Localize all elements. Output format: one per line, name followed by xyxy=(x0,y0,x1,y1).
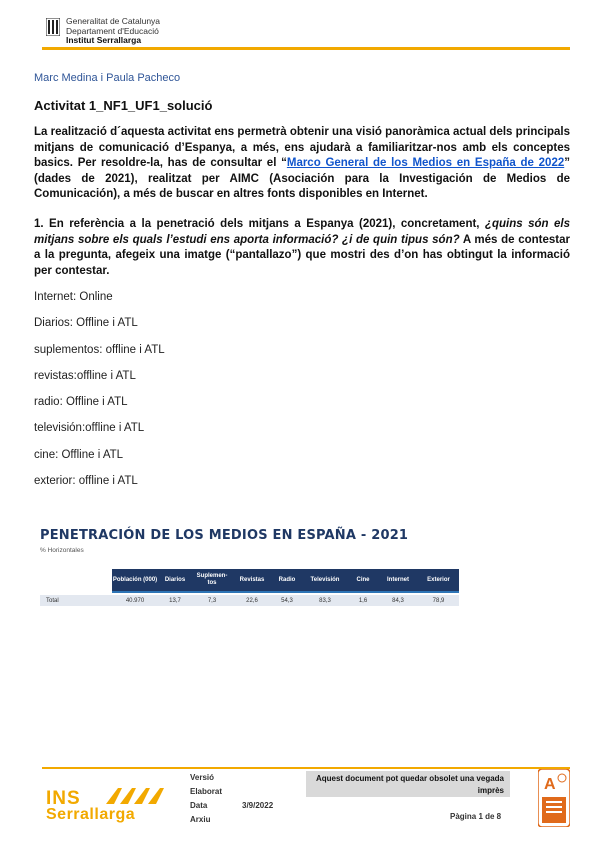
figure-header-cell: Población (000) xyxy=(112,576,158,583)
figure-header-cell: Revistas xyxy=(239,576,265,583)
obsolete-notice: Aquest document pot quedar obsolet una vegada imprès xyxy=(306,771,510,797)
intro-text-1: La realització d´aquesta activitat ens permetrà obtenir una visió panoràmica actual dels principals mitjans de comunicació d’Espanya, a més, ens ajudarà a familiaritzar-nos amb els conceptes basics. Per resoldre-la, has de consultar el “ xyxy=(34,126,570,169)
page-header xyxy=(42,16,570,50)
figure-header-row xyxy=(112,569,459,593)
meta-author-label: Elaborat xyxy=(190,787,223,796)
marco-general-link[interactable]: Marco General de los Medios en España de 2022 xyxy=(286,157,565,169)
answer-item: cine: Offline i ATL xyxy=(34,448,124,461)
figure-header-cell: Televisión xyxy=(310,576,340,583)
table-cell: 83,3 xyxy=(319,597,331,604)
intro-paragraph xyxy=(34,125,570,203)
logo-name-text: Serrallarga xyxy=(46,806,136,823)
footer-divider xyxy=(42,767,570,769)
author-names: Marc Medina i Paula Pacheco xyxy=(34,72,181,84)
table-cell: 7,3 xyxy=(207,597,217,604)
header-line-1: Generalitat de Catalunya xyxy=(66,16,161,26)
header-institution xyxy=(66,17,160,46)
question-lead: 1. En referència a la penetració dels mitjans a Espanya (2021), concretament, xyxy=(34,218,485,230)
meta-date-label: Data xyxy=(190,801,208,810)
meta-version-label: Versió xyxy=(190,773,215,782)
meta-date-row xyxy=(190,799,274,813)
answer-item: televisión:offline i ATL xyxy=(34,422,145,435)
table-row xyxy=(40,595,459,606)
figure-header-cell: Suplemen- tos xyxy=(196,573,228,586)
answer-list xyxy=(34,288,165,498)
table-cell: 54,3 xyxy=(281,597,293,604)
table-cell: 1,6 xyxy=(358,597,368,604)
figure-header-cell: Diarios xyxy=(164,576,186,583)
header-line-2: Departament d'Educació xyxy=(66,25,159,36)
page-number: Pàgina 1 de 8 xyxy=(450,812,502,821)
svg-text:A: A xyxy=(544,776,556,793)
quality-badge-icon xyxy=(538,769,570,827)
question-tail: A més de contestar a la pregunta, afegeix una imatge (“pantallazo”) que mostri des d’on has obtingut la informació per contestar. xyxy=(34,233,570,277)
ins-serrallarga-logo xyxy=(44,784,174,824)
answer-item: Internet: Online xyxy=(34,291,113,303)
table-cell: 78,9 xyxy=(432,597,445,604)
meta-date-value: 3/9/2022 xyxy=(242,801,274,810)
answer-item: suplementos: offline i ATL xyxy=(34,343,165,356)
figure-header-cell: Exterior xyxy=(427,576,450,583)
header-divider xyxy=(42,47,570,50)
answer-item: revistas:offline i ATL xyxy=(34,369,136,382)
answer-item: Diarios: Offline i ATL xyxy=(34,317,138,330)
table-cell: 40.970 xyxy=(125,597,145,604)
table-cell: 22,6 xyxy=(246,597,258,604)
table-cell: 13,7 xyxy=(169,597,181,604)
figure-header-cell: Radio xyxy=(278,576,296,583)
table-cell: 84,3 xyxy=(392,597,404,604)
intro-text-2: ” (dades de 2021), realitzat per AIMC (Asociación para la Investigación de Medios de Comunicación), a més de buscar en altres fonts disponibles en Internet. xyxy=(34,157,570,200)
answer-item: exterior: offline i ATL xyxy=(34,475,138,488)
figure-subtitle: % Horizontales xyxy=(40,547,84,554)
question-italic: ¿quins són els mitjans sobre els quals l’estudi ens aporta informació? ¿i de quin tipus són? xyxy=(34,218,570,246)
row-label: Total xyxy=(46,597,59,604)
figure-title: PENETRACIÓN DE LOS MEDIOS EN ESPAÑA - 2021 xyxy=(40,528,409,543)
answer-item: radio: Offline i ATL xyxy=(34,396,128,409)
figure-header-cell: Cine xyxy=(356,576,370,583)
question-paragraph xyxy=(34,217,570,279)
logo-ins-text: INS xyxy=(46,788,81,809)
header-line-3: Institut Serrallarga xyxy=(66,35,142,45)
meta-file-label: Arxiu xyxy=(190,815,211,824)
page-title: Activitat 1_NF1_UF1_solució xyxy=(34,98,213,113)
penetration-screenshot xyxy=(40,528,470,612)
footer-meta xyxy=(190,771,274,827)
generalitat-logo-icon xyxy=(46,18,60,36)
figure-header-cell: Internet xyxy=(386,576,409,583)
logo-wave-icon xyxy=(104,784,174,808)
